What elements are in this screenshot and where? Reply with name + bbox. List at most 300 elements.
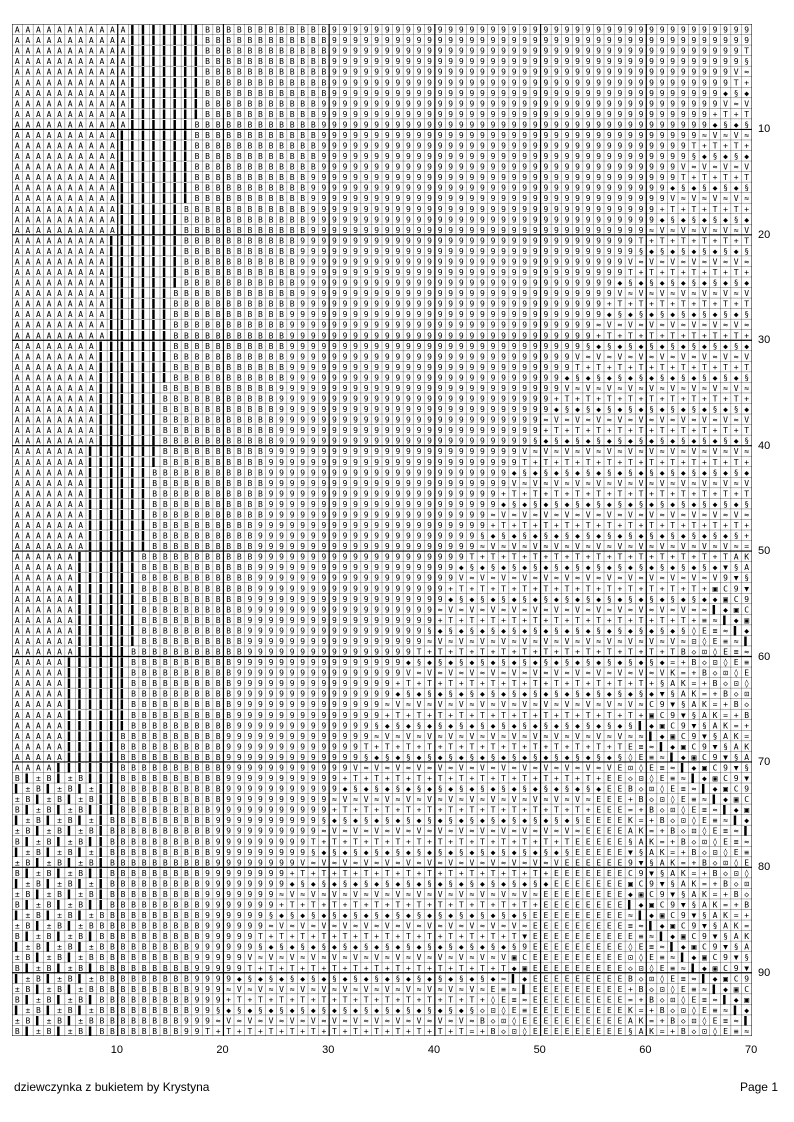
stitch-cell: 9 xyxy=(480,437,485,446)
stitch-cell: A xyxy=(57,36,62,45)
stitch-cell: § xyxy=(533,690,538,699)
stitch-cell: ▌ xyxy=(109,330,115,340)
stitch-cell: V xyxy=(649,574,654,583)
stitch-cell: A xyxy=(89,120,94,129)
stitch-cell: B xyxy=(195,215,200,224)
stitch-cell: + xyxy=(734,363,739,372)
stitch-cell: B xyxy=(290,89,295,98)
stitch-cell: 9 xyxy=(565,226,570,235)
stitch-cell: 9 xyxy=(353,637,358,646)
stitch-cell: B xyxy=(121,763,126,772)
stitch-cell: § xyxy=(713,279,718,288)
stitch-cell: ▌ xyxy=(120,446,126,456)
stitch-cell: K xyxy=(713,711,718,720)
stitch-cell: 9 xyxy=(364,163,369,172)
stitch-cell: B xyxy=(300,120,305,129)
stitch-cell: A xyxy=(89,26,94,35)
stitch-cell: B xyxy=(152,753,157,762)
stitch-cell: ◆ xyxy=(617,405,622,414)
stitch-cell: 9 xyxy=(364,342,369,351)
stitch-cell: A xyxy=(110,120,115,129)
stitch-cell: § xyxy=(596,690,601,699)
stitch-cell: B xyxy=(173,605,178,614)
stitch-cell: 9 xyxy=(395,342,400,351)
stitch-cell: 9 xyxy=(332,26,337,35)
stitch-cell: § xyxy=(491,753,496,762)
stitch-cell: 9 xyxy=(311,584,316,593)
stitch-cell: 9 xyxy=(279,563,284,572)
stitch-cell: + xyxy=(607,742,612,751)
stitch-cell: C xyxy=(691,742,696,751)
stitch-cell: ▌ xyxy=(151,256,157,266)
stitch-cell: ▌ xyxy=(172,46,178,56)
stitch-cell: B xyxy=(269,426,274,435)
stitch-cell: 9 xyxy=(332,732,337,741)
stitch-cell: ≈ xyxy=(691,416,696,425)
stitch-cell: ▌ xyxy=(56,762,62,772)
stitch-cell: 9 xyxy=(311,236,316,245)
stitch-cell: 9 xyxy=(670,57,675,66)
stitch-cell: 9 xyxy=(586,215,591,224)
stitch-cell: 9 xyxy=(311,395,316,404)
stitch-cell: ▌ xyxy=(141,246,147,256)
stitch-cell: A xyxy=(68,47,73,56)
stitch-cell: B xyxy=(173,679,178,688)
stitch-cell: ◆ xyxy=(660,732,665,741)
stitch-cell: B xyxy=(142,595,147,604)
stitch-cell: ≈ xyxy=(723,384,728,393)
stitch-cell: 9 xyxy=(596,57,601,66)
stitch-cell: ≈ xyxy=(501,542,506,551)
stitch-cell: 9 xyxy=(353,279,358,288)
stitch-cell: + xyxy=(670,489,675,498)
stitch-cell: ≈ xyxy=(744,510,749,519)
stitch-cell: 9 xyxy=(406,257,411,266)
stitch-cell: V xyxy=(723,99,728,108)
stitch-cell: T xyxy=(459,584,464,593)
stitch-cell: ▌ xyxy=(172,183,178,193)
stitch-cell: 9 xyxy=(533,395,538,404)
stitch-cell: 9 xyxy=(290,532,295,541)
stitch-cell: B xyxy=(142,742,147,751)
stitch-cell: 9 xyxy=(491,479,496,488)
stitch-cell: 9 xyxy=(480,352,485,361)
stitch-cell: ▌ xyxy=(77,594,83,604)
stitch-cell: A xyxy=(47,331,52,340)
stitch-cell: 9 xyxy=(353,36,358,45)
stitch-cell: T xyxy=(480,648,485,657)
stitch-cell: + xyxy=(469,711,474,720)
stitch-cell: 9 xyxy=(491,489,496,498)
stitch-cell: T xyxy=(681,300,686,309)
stitch-cell: ≈ xyxy=(734,479,739,488)
stitch-cell: 9 xyxy=(628,236,633,245)
stitch-cell: 9 xyxy=(364,690,369,699)
stitch-cell: ▌ xyxy=(109,499,115,509)
stitch-cell: 9 xyxy=(279,500,284,509)
stitch-cell: 9 xyxy=(343,184,348,193)
stitch-cell: 9 xyxy=(364,68,369,77)
stitch-cell: 9 xyxy=(459,289,464,298)
stitch-cell: 9 xyxy=(258,742,263,751)
stitch-cell: 9 xyxy=(385,352,390,361)
stitch-cell: 9 xyxy=(660,142,665,151)
stitch-cell: ◆ xyxy=(713,595,718,604)
stitch-cell: § xyxy=(628,279,633,288)
stitch-cell: 9 xyxy=(501,257,506,266)
stitch-cell: § xyxy=(713,732,718,741)
stitch-cell: A xyxy=(57,131,62,140)
stitch-cell: 9 xyxy=(353,721,358,730)
stitch-cell: V xyxy=(586,637,591,646)
stitch-cell: 9 xyxy=(353,289,358,298)
stitch-cell: A xyxy=(121,36,126,45)
stitch-cell: § xyxy=(607,405,612,414)
stitch-cell: A xyxy=(36,352,41,361)
stitch-cell: 9 xyxy=(554,247,559,256)
stitch-cell: 9 xyxy=(469,489,474,498)
stitch-cell: ◆ xyxy=(660,532,665,541)
stitch-cell: B xyxy=(269,279,274,288)
stitch-cell: 9 xyxy=(406,173,411,182)
stitch-cell: 9 xyxy=(406,458,411,467)
stitch-cell: 9 xyxy=(480,68,485,77)
stitch-cell: B xyxy=(205,584,210,593)
stitch-cell: 9 xyxy=(565,36,570,45)
stitch-cell: 9 xyxy=(353,616,358,625)
stitch-cell: ◆ xyxy=(723,152,728,161)
stitch-cell: A xyxy=(78,468,83,477)
stitch-cell: A xyxy=(47,257,52,266)
stitch-cell: B xyxy=(290,215,295,224)
stitch-cell: § xyxy=(734,152,739,161)
stitch-cell: B xyxy=(163,711,168,720)
stitch-cell: B xyxy=(216,690,221,699)
stitch-cell: A xyxy=(110,194,115,203)
stitch-cell: + xyxy=(670,236,675,245)
stitch-cell: 9 xyxy=(533,363,538,372)
stitch-cell: ◆ xyxy=(681,279,686,288)
stitch-cell: 9 xyxy=(533,99,538,108)
stitch-cell: B xyxy=(258,26,263,35)
stitch-cell: B xyxy=(247,395,252,404)
stitch-cell: B xyxy=(713,679,718,688)
stitch-cell: A xyxy=(25,215,30,224)
stitch-cell: 9 xyxy=(385,616,390,625)
stitch-cell: 9 xyxy=(300,447,305,456)
stitch-cell: ▌ xyxy=(162,130,168,140)
stitch-cell: 9 xyxy=(723,26,728,35)
stitch-cell: ▌ xyxy=(130,488,136,498)
stitch-cell: ≈ xyxy=(670,763,675,772)
stitch-cell: V xyxy=(734,510,739,519)
stitch-cell: 9 xyxy=(343,268,348,277)
stitch-cell: § xyxy=(660,500,665,509)
stitch-cell: 9 xyxy=(427,426,432,435)
stitch-cell: B xyxy=(226,163,231,172)
stitch-cell: 9 xyxy=(543,205,548,214)
stitch-cell: 9 xyxy=(269,742,274,751)
stitch-cell: + xyxy=(691,669,696,678)
stitch-cell: A xyxy=(68,648,73,657)
stitch-cell: ▣ xyxy=(734,605,739,614)
stitch-cell: B xyxy=(205,574,210,583)
stitch-cell: + xyxy=(480,742,485,751)
stitch-cell: 9 xyxy=(321,679,326,688)
stitch-cell: § xyxy=(649,342,654,351)
stitch-cell: + xyxy=(734,236,739,245)
stitch-cell: 9 xyxy=(522,110,527,119)
stitch-cell: T xyxy=(543,648,548,657)
stitch-cell: B xyxy=(163,521,168,530)
stitch-cell: ◆ xyxy=(533,468,538,477)
stitch-cell: ◆ xyxy=(649,247,654,256)
stitch-cell: B xyxy=(247,289,252,298)
stitch-cell: B xyxy=(300,205,305,214)
stitch-cell: E xyxy=(639,753,644,762)
stitch-cell: ▌ xyxy=(98,594,104,604)
stitch-cell: 9 xyxy=(543,57,548,66)
stitch-cell: 9 xyxy=(385,310,390,319)
stitch-cell: B xyxy=(205,321,210,330)
stitch-cell: E xyxy=(702,626,707,635)
stitch-cell: A xyxy=(57,479,62,488)
stitch-cell: § xyxy=(713,215,718,224)
stitch-cell: ▌ xyxy=(172,141,178,151)
stitch-cell: B xyxy=(734,700,739,709)
stitch-cell: T xyxy=(723,489,728,498)
stitch-cell: ≈ xyxy=(628,669,633,678)
stitch-cell: 9 xyxy=(321,584,326,593)
stitch-cell: + xyxy=(607,300,612,309)
stitch-cell: B xyxy=(131,763,136,772)
stitch-cell: B xyxy=(78,774,83,783)
stitch-cell: 9 xyxy=(321,405,326,414)
stitch-cell: 9 xyxy=(681,152,686,161)
stitch-cell: 9 xyxy=(395,205,400,214)
stitch-cell: A xyxy=(36,679,41,688)
stitch-cell: ≈ xyxy=(607,479,612,488)
stitch-cell: A xyxy=(89,205,94,214)
stitch-cell: 9 xyxy=(406,352,411,361)
stitch-cell: A xyxy=(25,405,30,414)
stitch-cell: = xyxy=(681,669,686,678)
stitch-cell: 9 xyxy=(691,57,696,66)
stitch-cell: 9 xyxy=(438,257,443,266)
stitch-cell: B xyxy=(163,721,168,730)
stitch-cell: A xyxy=(15,205,20,214)
stitch-cell: 9 xyxy=(438,131,443,140)
stitch-cell: A xyxy=(47,57,52,66)
stitch-cell: 9 xyxy=(353,648,358,657)
stitch-cell: B xyxy=(184,310,189,319)
stitch-cell: B xyxy=(216,574,221,583)
stitch-cell: § xyxy=(713,532,718,541)
stitch-cell: 9 xyxy=(332,36,337,45)
stitch-cell: A xyxy=(78,489,83,498)
stitch-cell: 9 xyxy=(459,152,464,161)
stitch-cell: B xyxy=(195,236,200,245)
stitch-cell: T xyxy=(607,331,612,340)
stitch-cell: 9 xyxy=(491,310,496,319)
stitch-cell: 9 xyxy=(459,163,464,172)
stitch-cell: B xyxy=(300,78,305,87)
stitch-cell: 9 xyxy=(649,57,654,66)
stitch-cell: B xyxy=(195,500,200,509)
stitch-cell: B xyxy=(247,47,252,56)
stitch-cell: A xyxy=(99,279,104,288)
stitch-cell: B xyxy=(269,384,274,393)
stitch-cell: 9 xyxy=(353,626,358,635)
stitch-cell: 9 xyxy=(395,310,400,319)
stitch-cell: B xyxy=(237,405,242,414)
stitch-cell: ≈ xyxy=(723,321,728,330)
stitch-cell: B xyxy=(226,574,231,583)
stitch-cell: 9 xyxy=(332,247,337,256)
stitch-cell: 9 xyxy=(385,384,390,393)
stitch-cell: 9 xyxy=(522,384,527,393)
stitch-cell: 9 xyxy=(364,468,369,477)
stitch-cell: T xyxy=(744,236,749,245)
stitch-cell: ≡ xyxy=(639,742,644,751)
stitch-cell: A xyxy=(78,373,83,382)
stitch-cell: B xyxy=(237,416,242,425)
stitch-cell: V xyxy=(575,732,580,741)
stitch-cell: 9 xyxy=(491,78,496,87)
stitch-cell: 9 xyxy=(501,363,506,372)
stitch-cell: 9 xyxy=(723,57,728,66)
stitch-cell: 9 xyxy=(290,574,295,583)
stitch-cell: 9 xyxy=(607,173,612,182)
stitch-cell: 9 xyxy=(501,194,506,203)
stitch-cell: A xyxy=(68,331,73,340)
stitch-cell: 9 xyxy=(639,152,644,161)
stitch-cell: 9 xyxy=(459,247,464,256)
stitch-cell: 9 xyxy=(660,173,665,182)
stitch-cell: 9 xyxy=(628,215,633,224)
stitch-cell: 9 xyxy=(469,173,474,182)
stitch-cell: ≈ xyxy=(480,669,485,678)
stitch-cell: V xyxy=(723,542,728,551)
stitch-cell: = xyxy=(670,658,675,667)
stitch-cell: 9 xyxy=(448,215,453,224)
stitch-cell: + xyxy=(649,236,654,245)
stitch-cell: ▌ xyxy=(88,467,94,477)
stitch-cell: ≈ xyxy=(649,542,654,551)
stitch-cell: 9 xyxy=(744,36,749,45)
stitch-cell: V xyxy=(417,763,422,772)
stitch-cell: 9 xyxy=(702,68,707,77)
stitch-cell: ▌ xyxy=(109,552,115,562)
stitch-cell: 9 xyxy=(374,331,379,340)
stitch-cell: B xyxy=(205,616,210,625)
stitch-cell: 9 xyxy=(501,468,506,477)
stitch-cell: ◆ xyxy=(607,437,612,446)
stitch-cell: 9 xyxy=(364,300,369,309)
stitch-cell: ◆ xyxy=(723,279,728,288)
stitch-cell: ▌ xyxy=(162,246,168,256)
stitch-cell: ≈ xyxy=(596,321,601,330)
stitch-cell: A xyxy=(57,142,62,151)
stitch-cell: 9 xyxy=(279,679,284,688)
stitch-cell: B xyxy=(237,36,242,45)
stitch-cell: B xyxy=(205,152,210,161)
stitch-cell: T xyxy=(565,458,570,467)
cross-stitch-chart xyxy=(12,24,752,1036)
stitch-cell: B xyxy=(247,489,252,498)
stitch-cell: 9 xyxy=(290,426,295,435)
stitch-cell: 9 xyxy=(385,489,390,498)
stitch-cell: 9 xyxy=(596,310,601,319)
stitch-cell: A xyxy=(15,458,20,467)
stitch-cell: ◆ xyxy=(522,626,527,635)
stitch-cell: ▌ xyxy=(141,151,147,161)
stitch-cell: 9 xyxy=(522,279,527,288)
stitch-cell: B xyxy=(226,637,231,646)
stitch-cell: B xyxy=(237,47,242,56)
stitch-cell: 9 xyxy=(522,99,527,108)
stitch-cell: V xyxy=(628,321,633,330)
stitch-cell: 9 xyxy=(491,173,496,182)
stitch-cell: + xyxy=(628,426,633,435)
stitch-cell: ◆ xyxy=(670,247,675,256)
stitch-cell: ▌ xyxy=(98,562,104,572)
stitch-cell: ▌ xyxy=(172,130,178,140)
stitch-cell: 9 xyxy=(417,321,422,330)
stitch-cell: 9 xyxy=(395,384,400,393)
stitch-cell: 9 xyxy=(512,373,517,382)
stitch-cell: ◆ xyxy=(501,563,506,572)
stitch-cell: A xyxy=(99,89,104,98)
stitch-cell: 9 xyxy=(681,120,686,129)
stitch-cell: + xyxy=(575,648,580,657)
stitch-cell: B xyxy=(290,236,295,245)
stitch-cell: T xyxy=(596,616,601,625)
stitch-cell: 9 xyxy=(427,458,432,467)
stitch-cell: § xyxy=(501,595,506,604)
stitch-cell: 9 xyxy=(448,373,453,382)
stitch-cell: 9 xyxy=(364,637,369,646)
stitch-cell: ▌ xyxy=(141,372,147,382)
stitch-cell: 9 xyxy=(533,247,538,256)
stitch-cell: 9 xyxy=(691,131,696,140)
stitch-cell: V xyxy=(670,447,675,456)
stitch-cell: 9 xyxy=(332,489,337,498)
stitch-cell: 9 xyxy=(321,500,326,509)
stitch-cell: A xyxy=(78,416,83,425)
stitch-cell: V xyxy=(734,68,739,77)
stitch-cell: ◆ xyxy=(438,690,443,699)
stitch-cell: ◆ xyxy=(691,500,696,509)
stitch-cell: 9 xyxy=(480,78,485,87)
stitch-cell: ≈ xyxy=(628,479,633,488)
stitch-cell: + xyxy=(501,679,506,688)
stitch-cell: ▌ xyxy=(141,499,147,509)
stitch-cell: ◆ xyxy=(501,690,506,699)
stitch-cell: B xyxy=(173,342,178,351)
stitch-cell: V xyxy=(660,542,665,551)
stitch-cell: 9 xyxy=(501,57,506,66)
stitch-cell: B xyxy=(195,300,200,309)
stitch-cell: 9 xyxy=(427,479,432,488)
stitch-cell: § xyxy=(691,279,696,288)
stitch-cell: 9 xyxy=(617,78,622,87)
stitch-cell: 9 xyxy=(448,279,453,288)
stitch-cell: ◆ xyxy=(691,310,696,319)
stitch-cell: V xyxy=(607,700,612,709)
stitch-cell: 9 xyxy=(617,142,622,151)
stitch-cell: § xyxy=(691,711,696,720)
